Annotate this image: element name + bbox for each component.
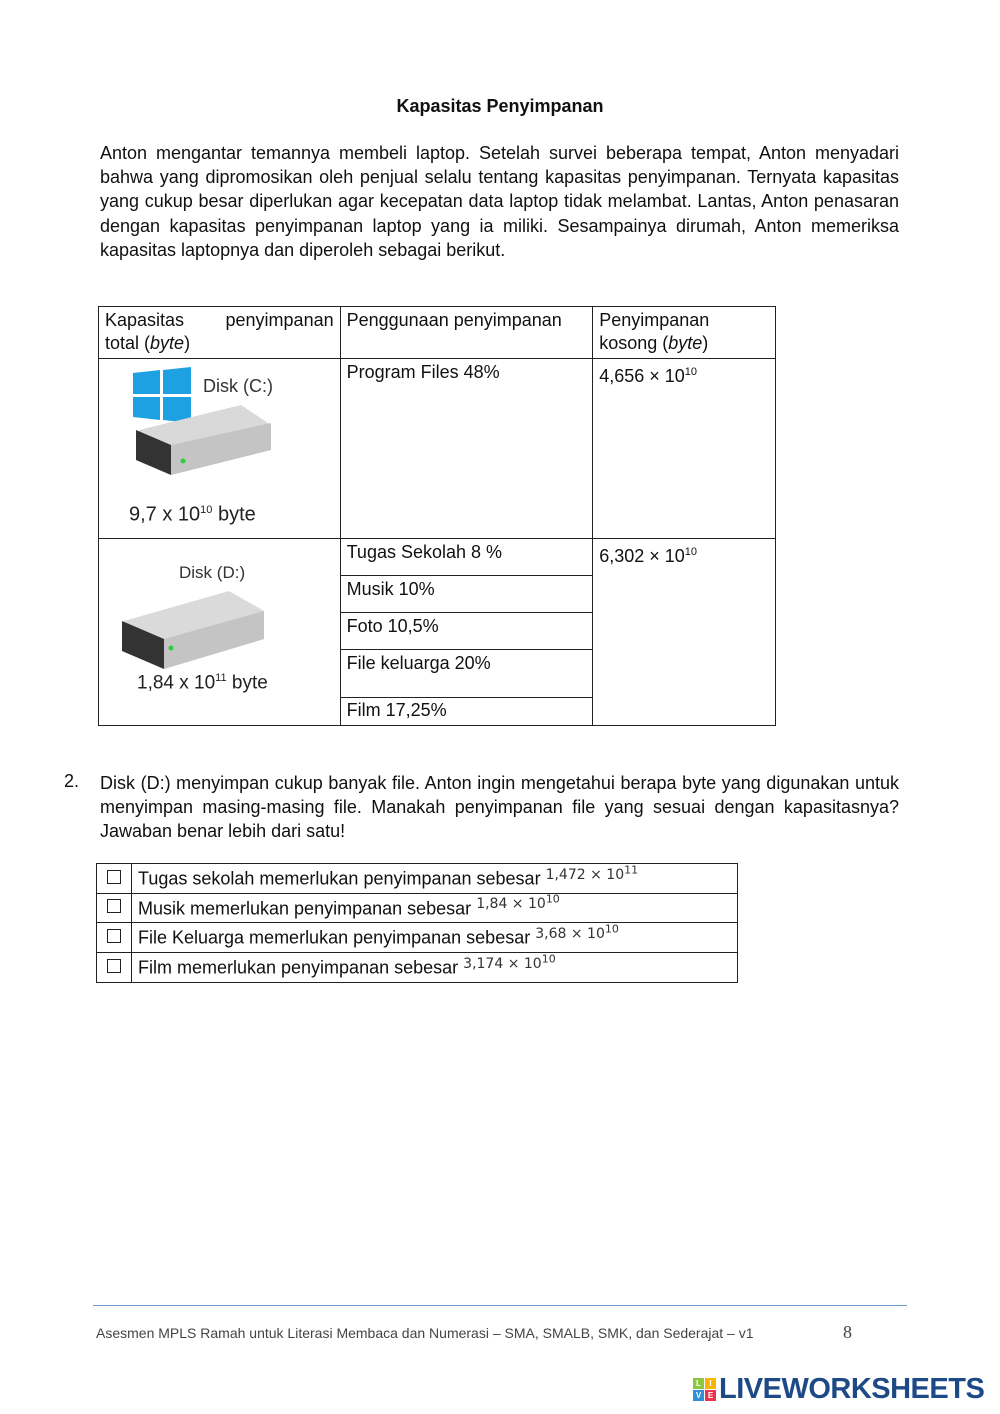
footer-text: Asesmen MPLS Ramah untuk Literasi Membaca dan Numerasi – SMA, SMALB, SMK, dan Sederajat – v1	[96, 1325, 754, 1341]
disk-c-total-size: 9,7 x $10^{10}$ byte	[129, 503, 256, 526]
hard-drive-icon	[131, 405, 276, 477]
intro-paragraph: Anton mengantar temannya membeli laptop. Setelah survei beberapa tempat, Anton menyadari bahwa yang dipromosikan oleh penjual selalu tentang kapasitas penyimpanan. Ternyata kapasitas yang cukup besar diperlukan agar kecepatan data laptop tidak melambat. Lantas, Anton penasaran dengan kapasitas penyimpanan laptop yang ia miliki. Sesampainya dirumah, Anton memeriksa kapasitas laptopnya dan diperoleh sebagai berikut.	[100, 143, 899, 260]
header-usage: Penggunaan penyimpanan	[340, 307, 593, 359]
disk-c-free-space: $4,656 \times 10^{10}$	[593, 359, 776, 539]
option-checkbox[interactable]	[107, 899, 121, 913]
answer-options-table	[96, 863, 738, 983]
storage-table	[98, 306, 776, 726]
option-checkbox[interactable]	[107, 929, 121, 943]
option-row	[97, 893, 738, 923]
disk-d-usage-item: File keluarga 20%	[340, 650, 593, 698]
live-blocks-icon: L I V E	[693, 1378, 716, 1401]
page-number: 8	[843, 1322, 852, 1342]
section-title: Kapasitas Penyimpanan	[396, 96, 604, 116]
question-number: 2.	[64, 771, 80, 791]
disk-d-usage-item: Tugas Sekolah 8 %	[340, 539, 593, 576]
option-label[interactable]: Musik memerlukan penyimpanan sebesar $^{1,84 \times 10^{10}}$	[132, 893, 738, 923]
header-free-space: Penyimpanan kosong (byte)	[593, 307, 776, 359]
disk-d-usage-item: Musik 10%	[340, 576, 593, 613]
disk-d-free-space: $6,302 \times 10^{10}$	[593, 539, 776, 726]
option-checkbox[interactable]	[107, 870, 121, 884]
footer-divider	[93, 1305, 907, 1306]
question-text: Disk (D:) menyimpan cukup banyak file. Anton ingin mengetahui berapa byte yang digunakan untuk menyimpan masing-masing file. Manakah penyimpanan file yang sesuai dengan kapasitasnya? Jawaban benar lebih dari satu!	[100, 773, 899, 842]
disk-c-usage: Program Files 48%	[340, 359, 593, 539]
disk-d-label: Disk (D:)	[179, 563, 246, 582]
header-total-capacity: Kapasitas penyimpanan total (byte)	[99, 307, 341, 359]
disk-d-cell	[99, 539, 341, 726]
disk-c-label: Disk (C:)	[203, 376, 273, 396]
option-label[interactable]: Film memerlukan penyimpanan sebesar $^{3,174 \times 10^{10}}$	[132, 952, 738, 982]
hard-drive-icon	[119, 591, 269, 671]
option-checkbox[interactable]	[107, 959, 121, 973]
option-row	[97, 952, 738, 982]
disk-c-cell	[99, 359, 341, 539]
disk-d-usage-item: Foto 10,5%	[340, 613, 593, 650]
option-row	[97, 864, 738, 894]
brand-name: LIVEWORKSHEETS	[719, 1373, 985, 1405]
option-label[interactable]: File Keluarga memerlukan penyimpanan sebesar $^{3,68 \times 10^{10}}$	[132, 923, 738, 953]
disk-d-usage-item: Film 17,25%	[340, 698, 593, 726]
option-label[interactable]: Tugas sekolah memerlukan penyimpanan sebesar $^{1,472 \times 10^{11}}$	[132, 864, 738, 894]
disk-d-total-size: 1,84 x $10^{11}$ byte	[137, 672, 268, 694]
option-row	[97, 923, 738, 953]
liveworksheets-logo[interactable]	[693, 1373, 984, 1406]
